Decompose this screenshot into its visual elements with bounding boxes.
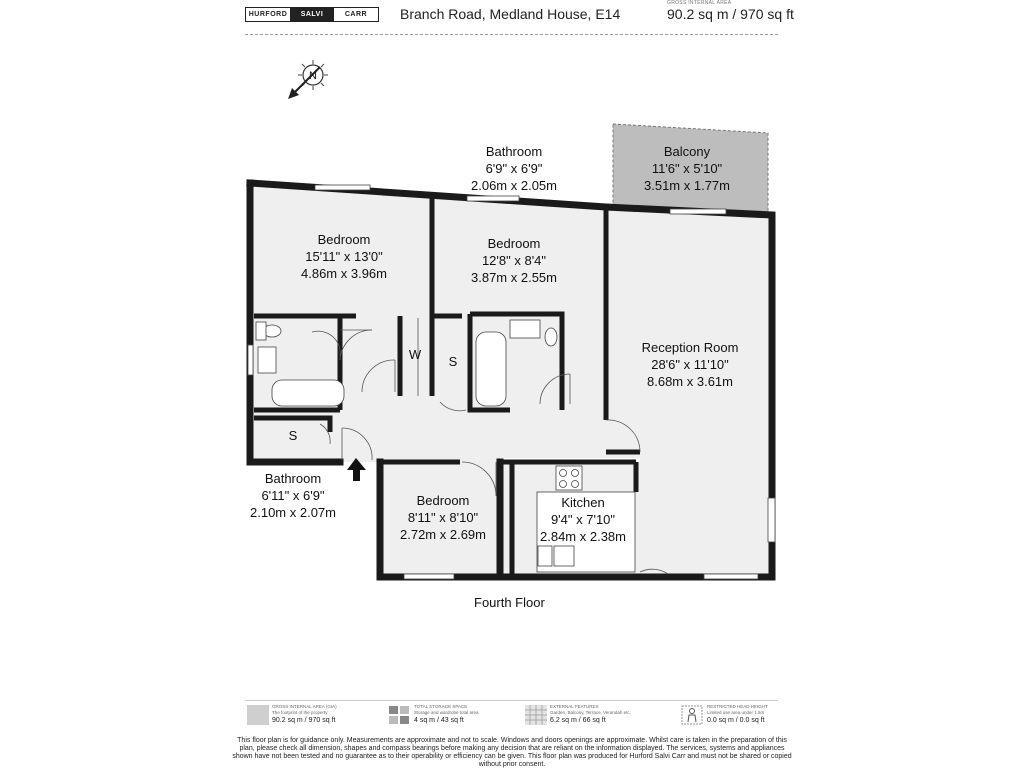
legend-caption-external: EXTERNAL FEATURES Garden, Balcony, Terrace, Verandah etc.: [550, 704, 631, 715]
legend-divider: [245, 700, 778, 701]
compass-letter: N: [309, 70, 317, 82]
room-label-bedroom-2: Bedroom 12'8" x 8'4" 3.87m x 2.55m: [471, 236, 557, 285]
gia-legend-icon: [247, 705, 269, 725]
legend-value-storage: 4 sq m / 43 sq ft: [414, 717, 464, 724]
room-label-bedroom-1: Bedroom 15'11" x 13'0" 4.86m x 3.96m: [301, 232, 387, 281]
room-label-kitchen: Kitchen 9'4" x 7'10" 2.84m x 2.38m: [540, 495, 626, 544]
legend-caption-storage: TOTAL STORAGE SPACE Storage and wardrobe total area: [414, 704, 479, 715]
storage-label-2: S: [288, 428, 298, 443]
legend-caption-head-height: RESTRICTED HEAD HEIGHT Limited use area under 1.5m: [707, 704, 768, 715]
room-label-bathroom-left: Bathroom 6'11" x 6'9" 2.10m x 2.07m: [250, 471, 336, 520]
gia-caption: GROSS INTERNAL AREA: [667, 0, 732, 6]
legend-value-external: 6.2 sq m / 66 sq ft: [550, 717, 606, 724]
logo-part-1: HURFORD: [248, 11, 288, 18]
disclaimer-text: This floor plan is for guidance only. Measurements are approximate and not to scale. Windows and doors openings are approximate. Whilst care is taken in the preparation of this plan, please check all dimension, shapes and compass bearings before making any decision that are reliant on the information displayed. The services, systems and appliances shown have not been tested and no guarantee as to their operability or efficiency can be given. This floor plan was produced for Hurford Salvi Carr and must not be shared or copied without prior consent.: [232, 737, 792, 768]
storage-legend-icon: [388, 705, 410, 725]
room-label-bathroom-top: Bathroom 6'9" x 6'9" 2.06m x 2.05m: [471, 144, 557, 193]
room-label-reception: Reception Room 28'6" x 11'10" 8.68m x 3.61m: [641, 340, 739, 389]
gia-value: 90.2 sq m / 970 sq ft: [667, 6, 794, 22]
floor-label: Fourth Floor: [474, 595, 545, 610]
storage-label-1: S: [448, 354, 458, 369]
logo-part-2: SALVI: [290, 8, 334, 21]
property-address: Branch Road, Medland House, E14: [400, 6, 621, 22]
wardrobe-label: W: [408, 347, 422, 362]
room-label-balcony: Balcony 11'6" x 5'10" 3.51m x 1.77m: [644, 144, 730, 193]
head-height-legend-icon: [681, 705, 703, 725]
legend-caption-gia: GROSS INTERNAL AREA (GIA) The footprint of the property: [272, 704, 337, 715]
compass-icon: [288, 60, 328, 99]
external-legend-icon: [525, 705, 547, 725]
legend-value-gia: 90.2 sq m / 970 sq ft: [272, 717, 336, 724]
logo-part-3: CARR: [344, 11, 368, 18]
legend-value-head-height: 0.0 sq m / 0.0 sq ft: [707, 717, 765, 724]
room-label-bedroom-3: Bedroom 8'11" x 8'10" 2.72m x 2.69m: [400, 493, 486, 542]
